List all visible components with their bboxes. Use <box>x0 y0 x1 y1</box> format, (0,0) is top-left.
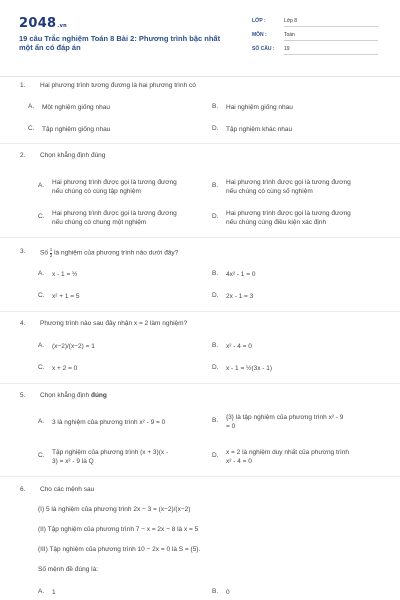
class-value: Lớp 8 <box>284 18 298 24</box>
count-label: SỐ CÂU : <box>252 46 275 52</box>
question-text: Phương trình nào sau đây nhận x = 2 làm nghiệm? <box>40 320 188 327</box>
question-prompt: Số mệnh đề đúng là: <box>38 566 98 573</box>
divider <box>0 311 400 312</box>
question-number: 4. <box>20 320 26 327</box>
header-divider <box>0 76 400 77</box>
count-value: 19 <box>284 46 290 52</box>
question-text: Cho các mệnh sau <box>40 486 95 493</box>
site-logo[interactable] <box>19 16 67 31</box>
fraction: $\frac{1}{2}$ <box>49 247 53 258</box>
divider <box>0 237 400 238</box>
question-number: 6. <box>20 486 26 493</box>
statement-2: (II) Tập nghiệm của phương trình 7 − x = 2x − 8 là x = 5 <box>38 526 199 533</box>
question-text: Hai phương trình tương đương là hai phương trình có <box>40 82 196 89</box>
question-text: Chọn khẳng định đúng <box>40 152 106 159</box>
page-header <box>0 0 400 76</box>
statement-1: (I) 5 là nghiệm của phương trình 2x − 3 = (x−2)/(x−2) <box>38 506 191 513</box>
question-number: 1. <box>20 82 26 89</box>
logo-suffix: .vn <box>57 23 68 29</box>
divider <box>0 383 400 384</box>
class-label: LỚP : <box>252 18 266 24</box>
subject-value: Toán <box>284 32 295 38</box>
question-number: 3. <box>20 248 26 255</box>
logo-main: 2048 <box>19 16 57 31</box>
question-number: 5. <box>20 392 26 399</box>
divider <box>0 476 400 477</box>
question-number: 2. <box>20 152 26 159</box>
subject-label: MÔN : <box>252 32 267 38</box>
statement-3: (III) Tập nghiệm của phương trình 10 − 2x = 0 là S = {5}. <box>38 546 201 553</box>
divider <box>0 143 400 144</box>
page-title: 19 câu Trắc nghiệm Toán 8 Bài 2: Phương trình bậc nhất một ẩn có đáp án <box>19 34 221 52</box>
